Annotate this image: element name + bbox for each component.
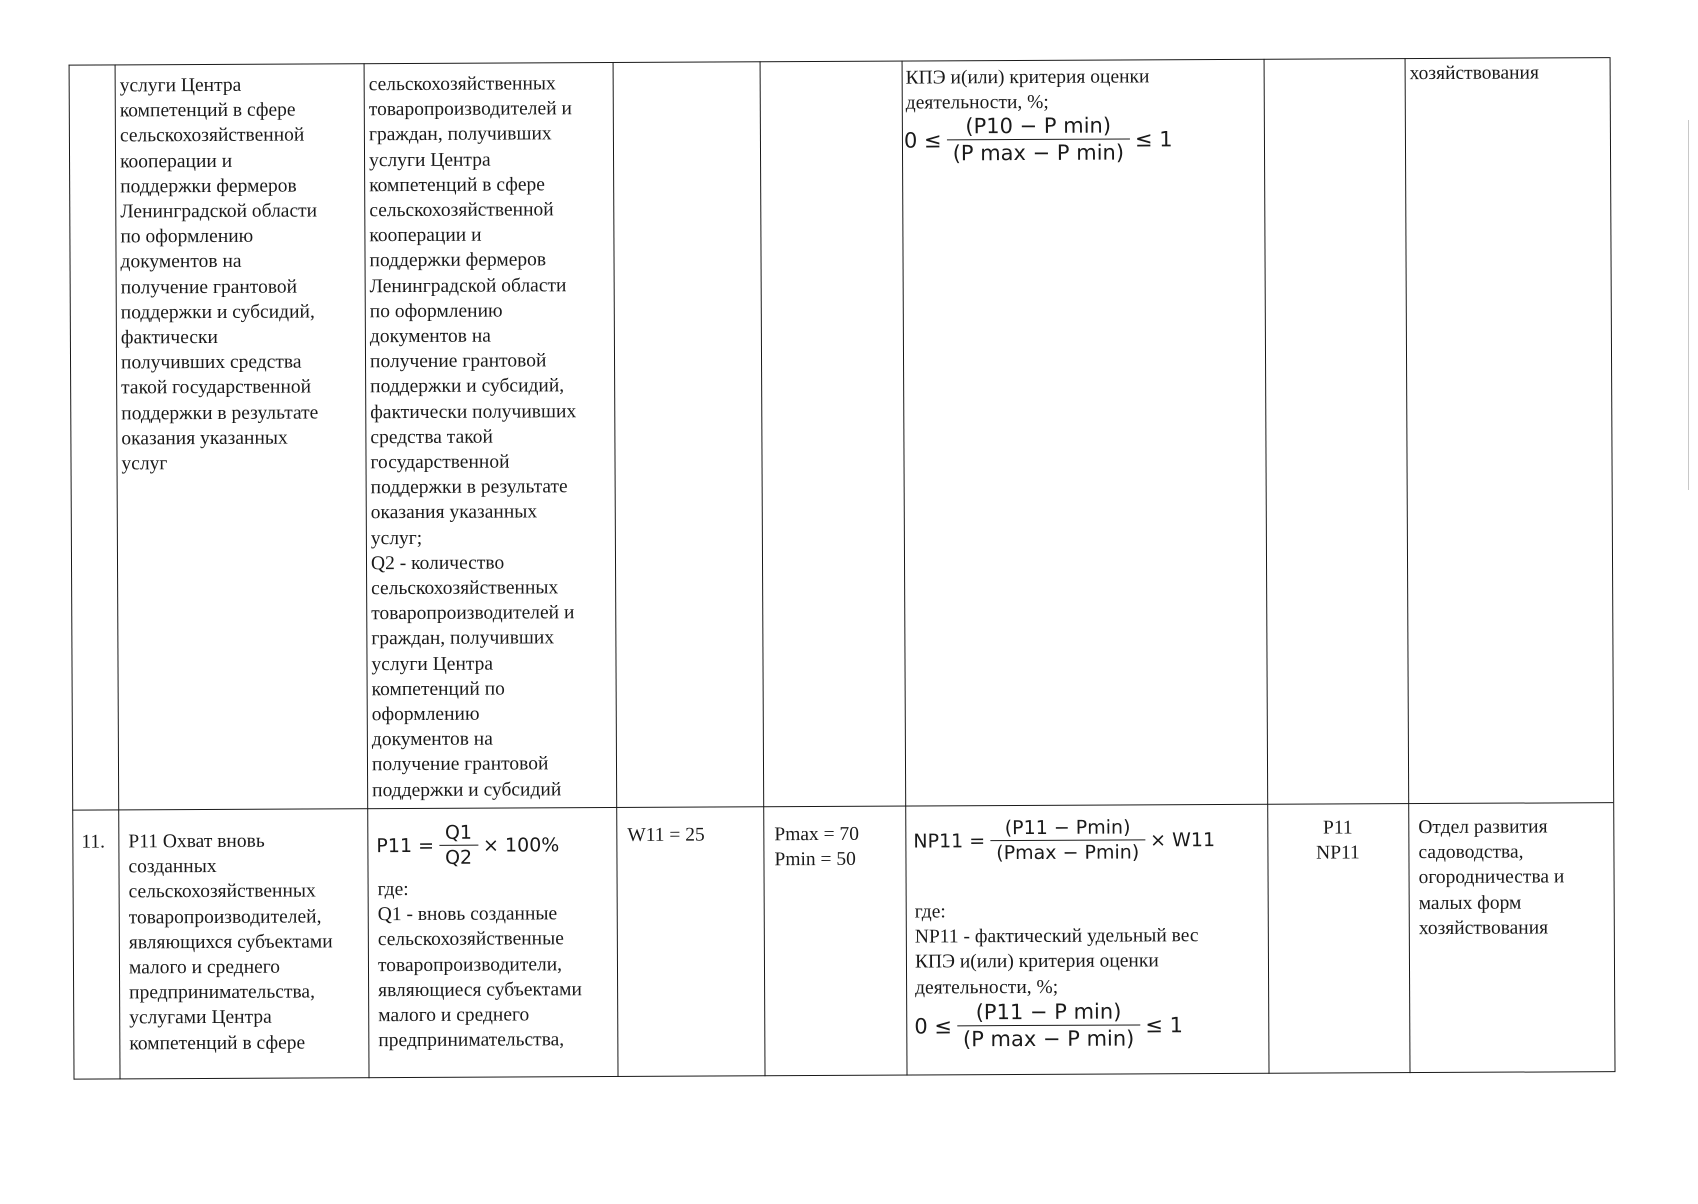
row11-range: Pmax = 70 Pmin = 50	[774, 823, 860, 871]
row11-calculation-formula	[913, 816, 1215, 864]
constraint-upper-bound: ≤ 1	[1145, 1012, 1183, 1037]
column-border	[1405, 58, 1411, 1073]
row10-formula-description: сельскохозяйственных товаропроизводителей и граждан, получивших услуги Центра компетенций в сфере сельскохозяйственной кооперации и поддержки фермеров Ленинградской области по оформлению документов на получение грантовой поддержки и субсидий, фактически получивших средства такой государственной поддержки в результате оказания указанных услуг; Q2 - количество сельскохозяйственных товаропроизводителей и граждан, получивших услуги Центра компетенций по оформлению документов на получение грантовой поддержки и субсидий	[368, 73, 577, 801]
table-bottom-border	[74, 1071, 1615, 1080]
column-border	[902, 61, 908, 1076]
fraction-numerator: (P11 − Pmin)	[1004, 816, 1131, 840]
column-border	[760, 61, 766, 1076]
fraction-denominator: (P max − P min)	[957, 1024, 1140, 1051]
constraint-lower-bound: 0 ≤	[903, 127, 942, 153]
constraint-fraction	[946, 113, 1130, 165]
fraction-numerator: (P10 − P min)	[965, 113, 1112, 139]
row11-constraint-formula	[914, 999, 1183, 1051]
row10-department-text: хозяйствования	[1409, 62, 1539, 85]
row10-calculation-text: КПЭ и(или) критерия оценки деятельности, %;	[905, 66, 1150, 114]
column-border	[69, 65, 75, 1080]
row11-number: 11.	[81, 831, 106, 853]
fraction-numerator: Q1	[444, 821, 473, 844]
formula-rhs: × W11	[1150, 828, 1216, 851]
constraint-lower-bound: 0 ≤	[914, 1013, 952, 1039]
row11-codes: P11 NP11	[1316, 817, 1360, 864]
fraction-denominator: (P max − P min)	[947, 138, 1130, 165]
fraction-denominator: Q2	[439, 845, 478, 869]
fraction-numerator: (P11 − P min)	[975, 999, 1122, 1025]
formula-lhs: P11 =	[376, 834, 435, 857]
row11-weight: W11 = 25	[627, 824, 705, 846]
constraint-upper-bound: ≤ 1	[1134, 126, 1173, 151]
formula-lhs: NP11 =	[913, 829, 986, 853]
constraint-fraction	[957, 999, 1141, 1051]
row11-department-text: Отдел развития садоводства, огородничества и малых форм хозяйствования	[1418, 816, 1565, 939]
formula-rhs: × 100%	[482, 833, 560, 857]
column-border	[1264, 59, 1270, 1074]
row10-constraint-formula	[904, 113, 1173, 165]
row11-calculation-text: где: NP11 - фактический удельный вес КПЭ и(или) критерия оценки деятельности, %;	[914, 901, 1199, 999]
fraction-denominator: (Pmax − Pmin)	[990, 839, 1145, 864]
table-top-border	[69, 57, 1610, 66]
formula-fraction	[990, 816, 1145, 864]
formula-fraction	[439, 822, 478, 869]
column-border	[613, 62, 619, 1077]
row11-indicator-text: Р11 Охват вновь созданных сельскохозяйственных товаропроизводителей, являющихся субъектами малого и среднего предпринимательства, услугами Центра компетенций в сфере	[128, 830, 333, 1055]
row11-formula	[376, 821, 559, 869]
scan-edge-line	[1688, 120, 1689, 490]
row-divider	[72, 802, 1613, 811]
row11-formula-description: где: Q1 - вновь созданные сельскохозяйственные товаропроизводители, являющиеся субъектами малого и среднего предпринимательства,	[377, 879, 582, 1052]
column-border	[1610, 57, 1616, 1072]
row10-indicator-text: услуги Центра компетенций в сфере сельскохозяйственной кооперации и поддержки фермеров Ленинградской области по оформлению документов на получение грантовой поддержки и субсидий, фактически получивших средства такой государственной поддержки в результате оказания указанных услуг	[119, 74, 319, 475]
